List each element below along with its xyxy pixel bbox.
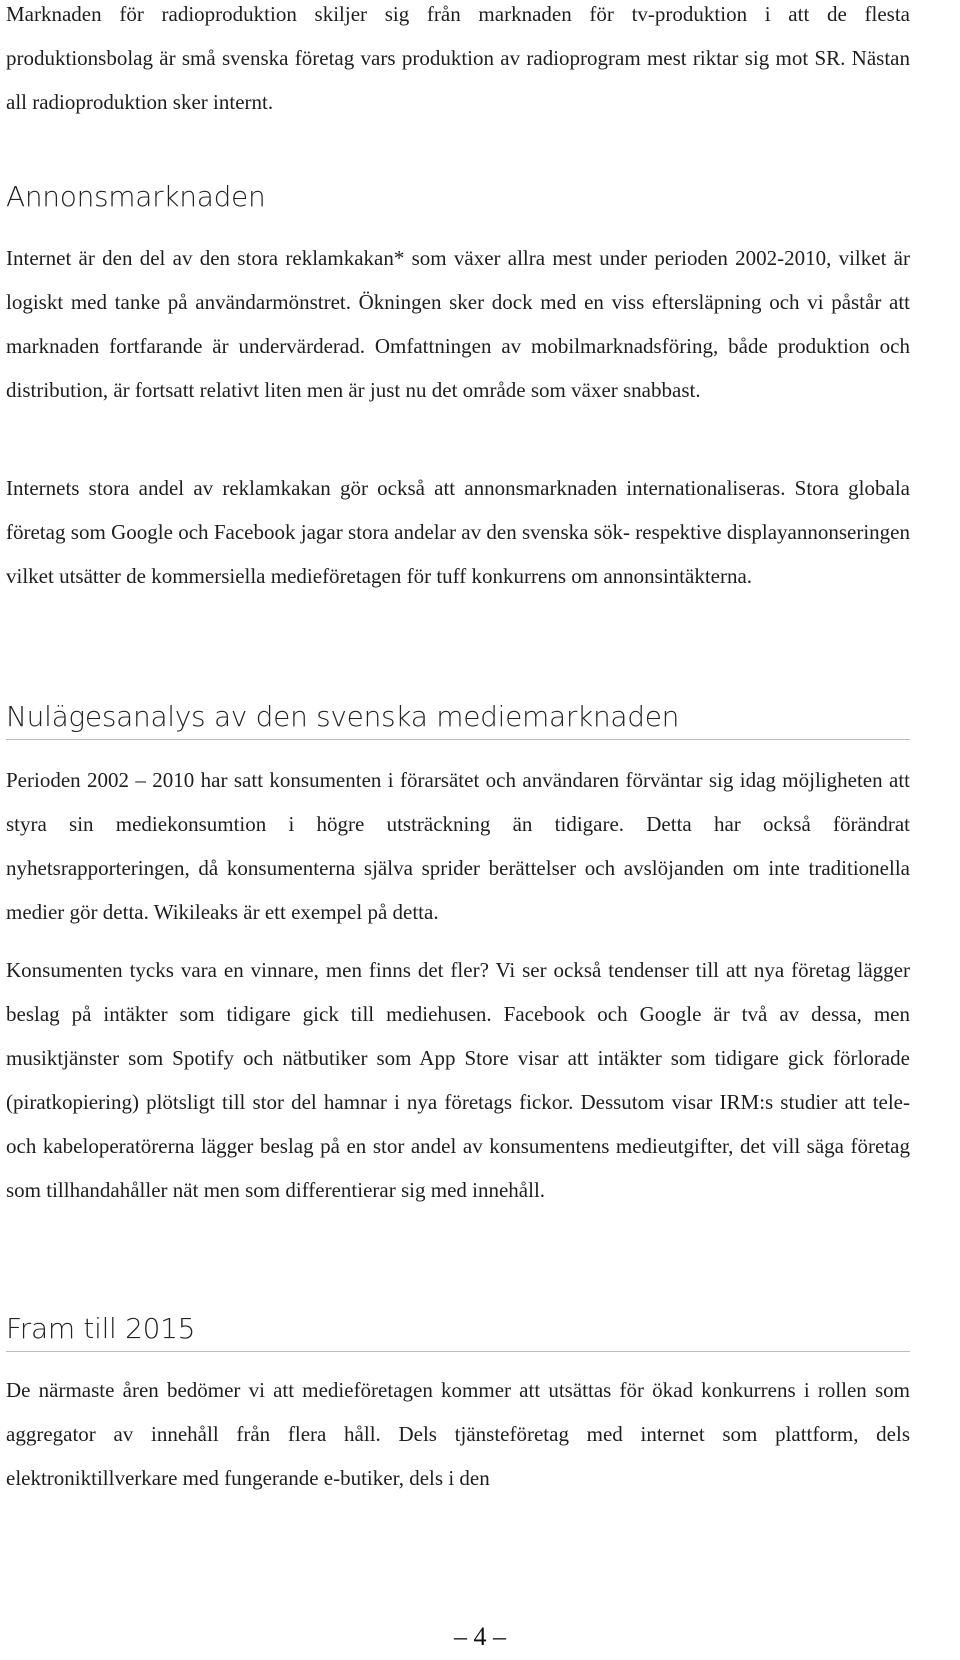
section-heading-nulagesanalys: Nulägesanalys av den svenska mediemarknaden bbox=[6, 700, 910, 740]
fram-till-2015-paragraph-1: De närmaste åren bedömer vi att medieföretagen kommer att utsättas för ökad konkurrens i rollen som aggregator av innehåll från flera håll. Dels tjänsteföretag med internet som plattform, dels elektroniktillverkare med fungerande e-butiker, dels i den bbox=[6, 1378, 910, 1490]
page-number: – 4 – bbox=[454, 1622, 506, 1651]
section-heading-annonsmarknaden: Annonsmarknaden bbox=[6, 180, 266, 213]
nulagesanalys-paragraph-1: Perioden 2002 – 2010 har satt konsumenten i förarsätet och användaren förväntar sig idag möjligheten att styra sin mediekonsumtion i högre utsträckning än tidigare. Detta har också förändrat nyhetsrapporteringen, då konsumenterna själva sprider berättelser och avslöjanden om inte traditionella medier gör detta. Wikileaks är ett exempel på detta. bbox=[6, 768, 910, 924]
nulagesanalys-paragraph-2: Konsumenten tycks vara en vinnare, men finns det fler? Vi ser också tendenser till att nya företag lägger beslag på intäkter som tidigare gick till mediehusen. Facebook och Google är två av dessa, men musiktjänster som Spotify och nätbutiker som App Store visar att intäkter som tidigare gick förlorade (piratkopiering) plötsligt till stor del hamnar i nya företags fickor. Dessutom visar IRM:s studier att tele- och kabeloperatörerna lägger beslag på en stor andel av konsumentens medieutgifter, det vill säga företag som tillhandahåller nät men som differentierar sig med innehåll. bbox=[6, 958, 910, 1202]
annonsmarknaden-paragraph-1: Internet är den del av den stora reklamkakan* som växer allra mest under perioden 2002-2010, vilket är logiskt med tanke på användarmönstret. Ökningen sker dock med en viss eftersläpning och vi påstår att marknaden fortfarande är undervärderad. Omfattningen av mobilmarknadsföring, både produktion och distribution, är fortsatt relativt liten men är just nu det område som växer snabbast. bbox=[6, 246, 910, 402]
section-heading-fram-till-2015: Fram till 2015 bbox=[6, 1312, 910, 1352]
intro-paragraph: Marknaden för radioproduktion skiljer sig från marknaden för tv-produktion i att de flesta produktionsbolag är små svenska företag vars produktion av radioprogram mest riktar sig mot SR. Nästan all radioproduktion sker internt. bbox=[6, 2, 910, 114]
annonsmarknaden-paragraph-2: Internets stora andel av reklamkakan gör också att annonsmarknaden internationaliseras. Stora globala företag som Google och Facebook jagar stora andelar av den svenska sök- respektive displayannonseringen vilket utsätter de kommersiella medieföretagen för tuff konkurrens om annonsintäkterna. bbox=[6, 476, 910, 588]
